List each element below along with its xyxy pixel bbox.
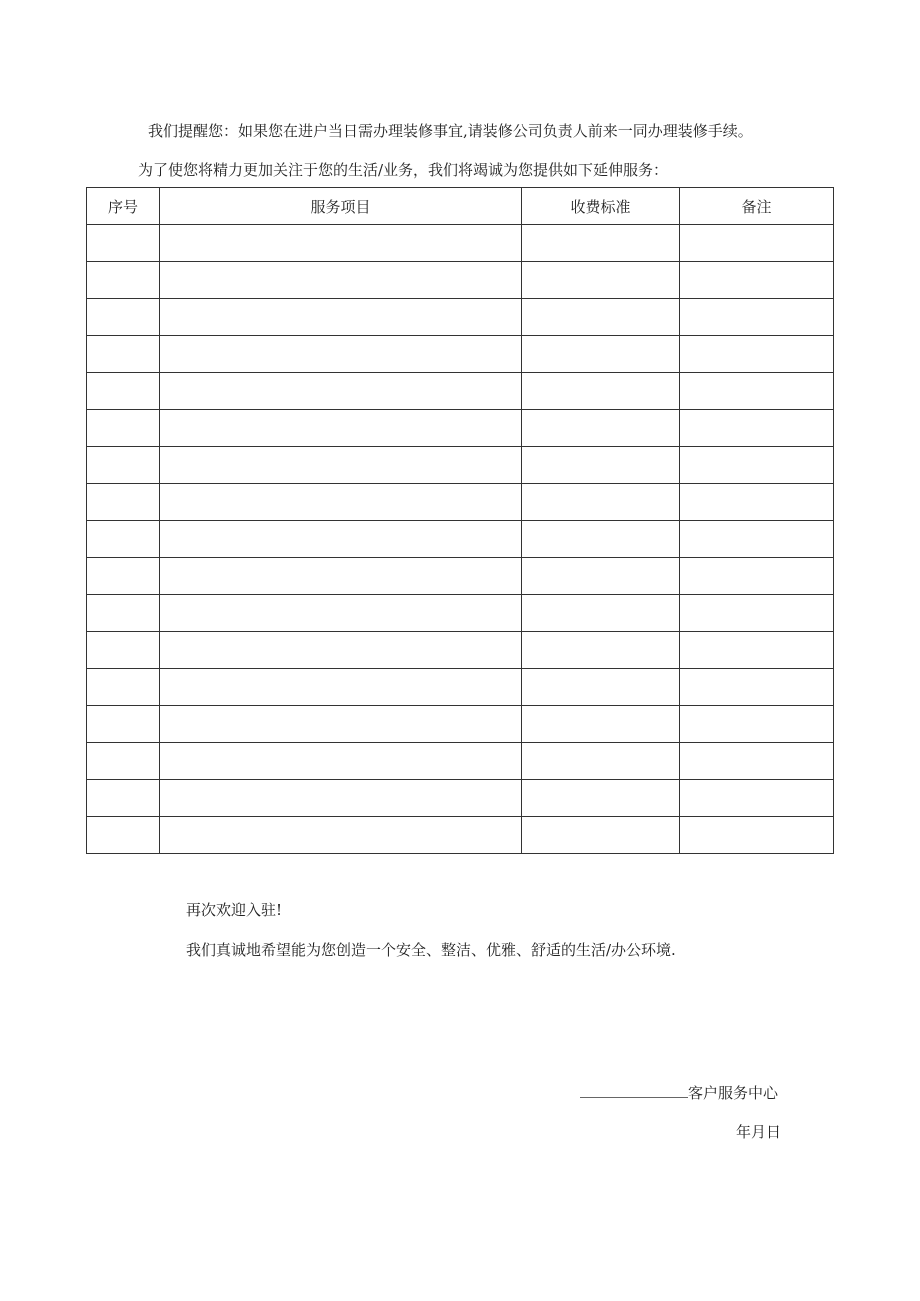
cell-index: [87, 410, 160, 447]
cell-fee-standard: [522, 595, 680, 632]
table-row: [87, 410, 834, 447]
table-row: [87, 373, 834, 410]
cell-fee-standard: [522, 410, 680, 447]
table-row: [87, 262, 834, 299]
cell-fee-standard: [522, 817, 680, 854]
cell-fee-standard: [522, 262, 680, 299]
cell-remarks: [680, 225, 834, 262]
cell-remarks: [680, 447, 834, 484]
table-row: [87, 780, 834, 817]
cell-fee-standard: [522, 521, 680, 558]
header-index: 序号: [87, 188, 160, 225]
header-service-item: 服务项目: [160, 188, 522, 225]
signature-block: [580, 1083, 778, 1103]
cell-index: [87, 373, 160, 410]
cell-service-item: [160, 262, 522, 299]
table-body: [87, 225, 834, 854]
cell-remarks: [680, 669, 834, 706]
cell-index: [87, 743, 160, 780]
cell-fee-standard: [522, 669, 680, 706]
cell-remarks: [680, 595, 834, 632]
cell-service-item: [160, 373, 522, 410]
cell-fee-standard: [522, 447, 680, 484]
cell-index: [87, 484, 160, 521]
cell-remarks: [680, 262, 834, 299]
table-row: [87, 595, 834, 632]
table-row: [87, 299, 834, 336]
cell-service-item: [160, 743, 522, 780]
cell-service-item: [160, 780, 522, 817]
table-row: [87, 558, 834, 595]
services-intro-paragraph: 为了使您将精力更加关注于您的生活/业务，我们将竭诚为您提供如下延伸服务：: [138, 161, 669, 179]
cell-service-item: [160, 225, 522, 262]
cell-fee-standard: [522, 780, 680, 817]
cell-service-item: [160, 299, 522, 336]
signature-blank-line: [580, 1083, 688, 1098]
cell-service-item: [160, 706, 522, 743]
cell-remarks: [680, 410, 834, 447]
cell-service-item: [160, 484, 522, 521]
welcome-text: 再次欢迎入驻!: [186, 901, 283, 919]
cell-service-item: [160, 521, 522, 558]
cell-index: [87, 299, 160, 336]
cell-remarks: [680, 558, 834, 595]
table-row: [87, 669, 834, 706]
cell-fee-standard: [522, 743, 680, 780]
table-row: [87, 336, 834, 373]
cell-fee-standard: [522, 632, 680, 669]
cell-remarks: [680, 632, 834, 669]
cell-service-item: [160, 336, 522, 373]
reminder-paragraph: 我们提醒您：如果您在进户当日需办理装修事宜,请装修公司负责人前来一同办理装修手续。: [148, 122, 753, 140]
header-remarks: 备注: [680, 188, 834, 225]
cell-remarks: [680, 780, 834, 817]
cell-fee-standard: [522, 706, 680, 743]
cell-index: [87, 262, 160, 299]
cell-service-item: [160, 817, 522, 854]
cell-service-item: [160, 558, 522, 595]
cell-index: [87, 632, 160, 669]
table-row: [87, 817, 834, 854]
department-name: 客户服务中心: [688, 1084, 779, 1102]
cell-index: [87, 447, 160, 484]
cell-remarks: [680, 299, 834, 336]
table-row: [87, 225, 834, 262]
cell-index: [87, 780, 160, 817]
cell-index: [87, 595, 160, 632]
cell-service-item: [160, 595, 522, 632]
cell-fee-standard: [522, 558, 680, 595]
cell-remarks: [680, 484, 834, 521]
table-row: [87, 706, 834, 743]
table-header-row: [87, 188, 834, 225]
cell-service-item: [160, 669, 522, 706]
date-line: 年月日: [736, 1123, 782, 1141]
table-row: [87, 447, 834, 484]
cell-index: [87, 521, 160, 558]
cell-index: [87, 817, 160, 854]
cell-fee-standard: [522, 336, 680, 373]
cell-service-item: [160, 410, 522, 447]
cell-index: [87, 558, 160, 595]
cell-remarks: [680, 817, 834, 854]
cell-fee-standard: [522, 225, 680, 262]
cell-remarks: [680, 336, 834, 373]
cell-fee-standard: [522, 373, 680, 410]
cell-remarks: [680, 743, 834, 780]
cell-fee-standard: [522, 299, 680, 336]
table-row: [87, 484, 834, 521]
cell-index: [87, 336, 160, 373]
table-row: [87, 743, 834, 780]
cell-remarks: [680, 706, 834, 743]
wish-text: 我们真诚地希望能为您创造一个安全、整洁、优雅、舒适的生活/办公环境.: [186, 941, 676, 959]
table-row: [87, 632, 834, 669]
cell-remarks: [680, 373, 834, 410]
cell-service-item: [160, 632, 522, 669]
services-table: [86, 187, 834, 854]
cell-remarks: [680, 521, 834, 558]
table-row: [87, 521, 834, 558]
cell-index: [87, 706, 160, 743]
cell-service-item: [160, 447, 522, 484]
cell-index: [87, 225, 160, 262]
cell-index: [87, 669, 160, 706]
header-fee-standard: 收费标准: [522, 188, 680, 225]
cell-fee-standard: [522, 484, 680, 521]
